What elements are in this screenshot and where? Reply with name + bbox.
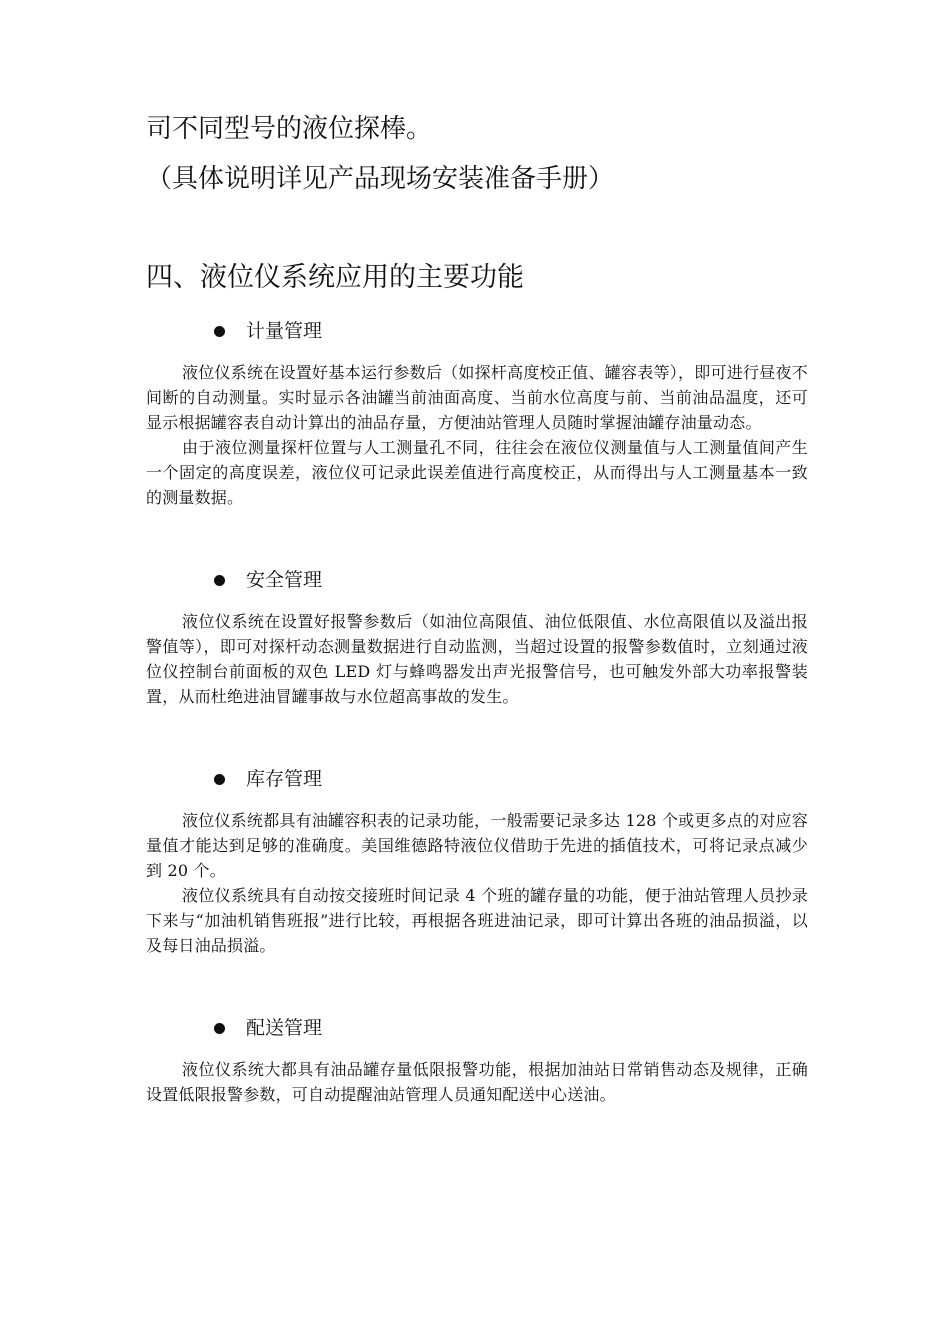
subsection-title: 计量管理 [246, 320, 323, 342]
subsection-body [146, 1057, 808, 1107]
intro-text-line: 司不同型号的液位探棒。 [146, 114, 433, 144]
subsection-title-row [146, 316, 808, 346]
paragraph: 由于液位测量探杆位置与人工测量孔不同，往往会在液位仪测量值与人工测量值间产生一个固定的高度误差，液位仪可记录此误差值进行高度校正，从而得出与人工测量基本一致的测量数据。 [146, 438, 808, 507]
paragraph: 液位仪系统在设置好基本运行参数后（如探杆高度校正值、罐容表等），即可进行昼夜不间断的自动测量。实时显示各油罐当前油面高度、当前水位高度与前、当前油品温度，还可显示根据罐容表自动计算出的油品存量，方便油站管理人员随时掌握油罐存油量动态。 [146, 363, 808, 432]
subsection-body [146, 360, 808, 510]
section-heading: 四、液位仪系统应用的主要功能 [146, 262, 524, 293]
subsection-body [146, 808, 808, 958]
subsection-body [146, 609, 808, 709]
subsection-title: 配送管理 [246, 1017, 323, 1039]
subsection-title-row [146, 764, 808, 794]
paragraph: 液位仪系统具有自动按交接班时间记录 4 个班的罐存量的功能，便于油站管理人员抄录下来与“加油机销售班报”进行比较，再根据各班进油记录，即可计算出各班的油品损溢，以及每日油品损溢。 [146, 886, 808, 955]
subsection-safety [146, 565, 808, 709]
subsection-title-row [146, 1013, 808, 1043]
subsection-metering [146, 316, 808, 510]
subsection-delivery [146, 1013, 808, 1107]
paragraph: 液位仪系统都具有油罐容积表的记录功能，一般需要记录多达 128 个或更多点的对应容量值才能达到足够的准确度。美国维德路特液位仪借助于先进的插值技术，可将记录点减少到 20 个。 [146, 811, 808, 880]
intro-note-line: （具体说明详见产品现场安装准备手册） [146, 164, 615, 194]
paragraph: 液位仪系统在设置好报警参数后（如油位高限值、油位低限值、水位高限值以及溢出报警值等），即可对探杆动态测量数据进行自动监测，当超过设置的报警参数值时，立刻通过液位仪控制台前面板的双色 LED 灯与蜂鸣器发出声光报警信号，也可触发外部大功率报警装置，从而杜绝进油冒罐事故与水位超高事故的发生。 [146, 612, 808, 706]
subsection-title: 库存管理 [246, 768, 323, 790]
subsection-title: 安全管理 [246, 569, 323, 591]
bullet-icon [214, 575, 225, 586]
bullet-icon [214, 774, 225, 785]
bullet-icon [214, 1023, 225, 1034]
subsection-inventory [146, 764, 808, 958]
subsection-title-row [146, 565, 808, 595]
bullet-icon [214, 326, 225, 337]
paragraph: 液位仪系统大都具有油品罐存量低限报警功能，根据加油站日常销售动态及规律，正确设置低限报警参数，可自动提醒油站管理人员通知配送中心送油。 [146, 1060, 808, 1104]
